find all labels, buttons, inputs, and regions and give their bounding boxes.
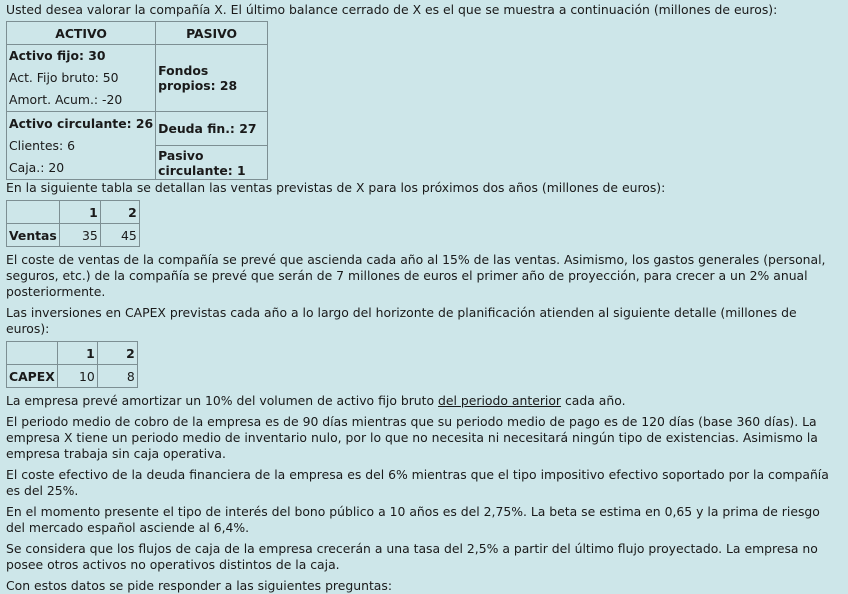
balance-table bbox=[6, 21, 268, 180]
ventas-intro-paragraph: En la siguiente tabla se detallan las ventas previstas de X para los próximos dos años (millones de euros): bbox=[6, 180, 666, 195]
capex-table bbox=[6, 341, 138, 388]
intro-paragraph: Usted desea valorar la compañía X. El último balance cerrado de X es el que se muestra a continuación (millones de euros): bbox=[6, 2, 778, 17]
ventas-row bbox=[7, 224, 140, 247]
capex-header-row bbox=[7, 342, 138, 365]
balance-header-row bbox=[7, 22, 268, 45]
flujos-paragraph: Se considera que los flujos de caja de la empresa crecerán a una tasa del 2,5% a partir del último flujo proyectado. La empresa no posee otros activos no operativos distintos de la caja. bbox=[6, 541, 818, 572]
ventas-table bbox=[6, 200, 140, 247]
coste-ventas-paragraph: El coste de ventas de la compañía se prevé que ascienda cada año al 15% de las ventas. Asimismo, los gastos generales (personal, seguros, etc.) de la compañía se prevé que serán de 7 millones de euros el primer año de proyección, para crecer a un 2% anual posteriormente. bbox=[6, 252, 826, 299]
pasivo-circulante: Pasivo circulante: 1 bbox=[156, 146, 268, 180]
caja: Caja.: 20 bbox=[9, 159, 65, 175]
final-paragraph: Con estos datos se pide responder a las siguientes preguntas: bbox=[6, 578, 393, 593]
ventas-row-label: Ventas bbox=[7, 224, 60, 247]
ventas-header-row bbox=[7, 201, 140, 224]
ventas-header-year-2: 2 bbox=[100, 201, 139, 224]
fondos-propios: Fondos propios: 28 bbox=[156, 45, 268, 112]
activo-fijo-cell bbox=[7, 45, 156, 112]
deuda-fin: Deuda fin.: 27 bbox=[156, 112, 268, 146]
capex-intro-paragraph: Las inversiones en CAPEX previstas cada año a lo largo del horizonte de planificación atienden al siguiente detalle (millones de euros): bbox=[6, 305, 797, 336]
header-activo: ACTIVO bbox=[7, 22, 156, 45]
capex-header-year-2: 2 bbox=[97, 342, 137, 365]
amortizacion-text-before: La empresa prevé amortizar un 10% del volumen de activo fijo bruto bbox=[6, 393, 439, 408]
coste-deuda-paragraph: El coste efectivo de la deuda financiera de la empresa es del 6% mientras que el tipo impositivo efectivo soportado por la compañía es del 25%. bbox=[6, 467, 829, 498]
ventas-value-1: 35 bbox=[59, 224, 100, 247]
activo-circulante-cell bbox=[7, 112, 156, 180]
bono-paragraph: En el momento presente el tipo de interés del bono público a 10 años es del 2,75%. La beta se estima en 0,65 y la prima de riesgo del mercado español asciende al 6,4%. bbox=[6, 504, 820, 535]
ventas-value-2: 45 bbox=[100, 224, 139, 247]
ventas-header-empty bbox=[7, 201, 60, 224]
header-pasivo: PASIVO bbox=[156, 22, 268, 45]
capex-header-empty bbox=[7, 342, 58, 365]
act-fijo-bruto: Act. Fijo bruto: 50 bbox=[9, 70, 119, 85]
amortizacion-underlined: del periodo anterior bbox=[438, 393, 562, 408]
cobro-paragraph: El periodo medio de cobro de la empresa es de 90 días mientras que su periodo medio de pago es de 120 días (base 360 días). La empresa X tiene un periodo medio de inventario nulo, por lo que no necesita ni necesitará ningún tipo de existencias. Asimismo la empresa trabaja sin caja operativa. bbox=[6, 414, 818, 461]
amort-acum: Amort. Acum.: -20 bbox=[9, 92, 123, 107]
amortizacion-paragraph bbox=[6, 393, 840, 409]
clientes: Clientes: 6 bbox=[9, 137, 75, 153]
activo-circulante: Activo circulante: 26 bbox=[9, 115, 154, 131]
capex-row bbox=[7, 365, 138, 388]
capex-value-2: 8 bbox=[97, 365, 137, 388]
capex-row-label: CAPEX bbox=[7, 365, 58, 388]
amortizacion-text-after: cada año. bbox=[561, 393, 626, 408]
capex-header-year-1: 1 bbox=[57, 342, 97, 365]
balance-row-circulante bbox=[7, 112, 268, 146]
capex-value-1: 10 bbox=[57, 365, 97, 388]
ventas-header-year-1: 1 bbox=[59, 201, 100, 224]
activo-fijo: Activo fijo: 30 bbox=[9, 48, 106, 63]
balance-row-fijo bbox=[7, 45, 268, 112]
